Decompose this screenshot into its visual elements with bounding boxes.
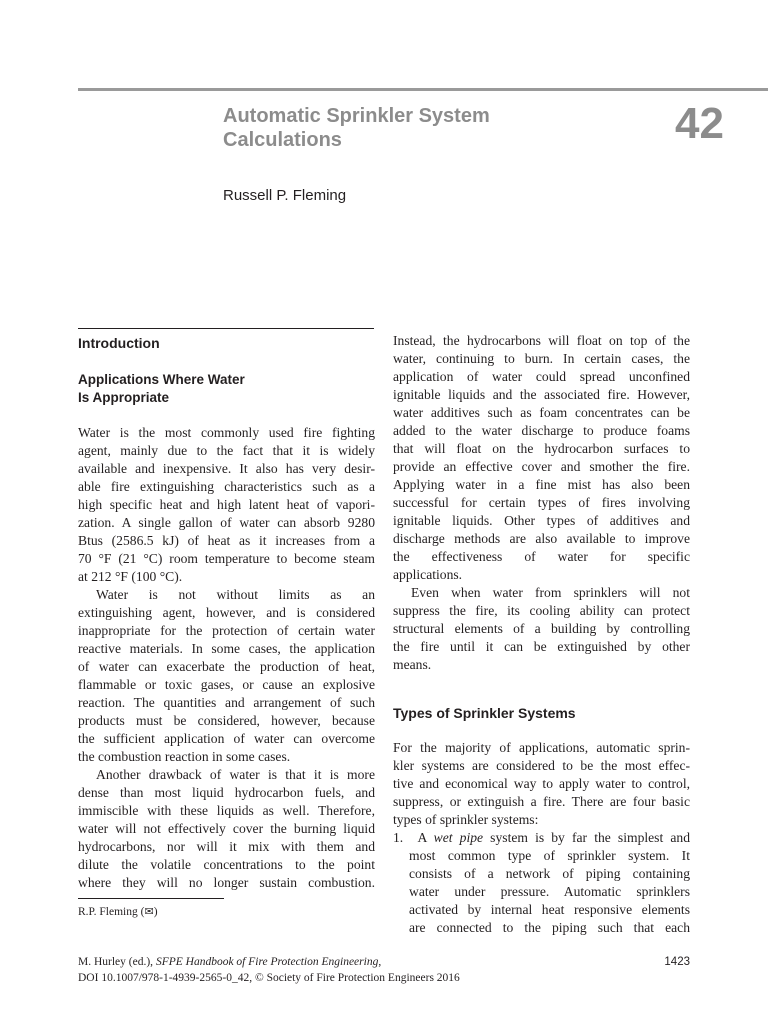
footnote <box>78 905 158 920</box>
page-number: 1423 <box>664 956 690 968</box>
text-line: the sufficient application of water can overcome <box>78 731 375 746</box>
doi-line: DOI 10.1007/978-1-4939-2565-0_42, © Society of Fire Protection Engineers 2016 <box>78 972 460 984</box>
footnote-end: ) <box>153 906 158 918</box>
text-line: suppress the fire, its cooling ability can protect <box>393 603 690 618</box>
text-line: the effectiveness of water for specific <box>393 549 690 564</box>
text-line: water, continuing to burn. In certain cases, the <box>393 351 690 366</box>
list-text: system is by far the simplest and <box>483 830 690 845</box>
list-number: 1. <box>393 830 404 845</box>
text-line: the fire until it can be extinguished by other <box>393 639 690 654</box>
text-line: applications. <box>393 567 463 582</box>
text-line: water additives such as foam concentrates can be <box>393 405 690 420</box>
citation-text: , <box>378 956 382 968</box>
author-name: Russell P. Fleming <box>223 187 347 204</box>
text-line: kler systems are considered to be the most effec- <box>393 758 690 773</box>
text-line: tive and economical way to apply water to control, <box>393 776 690 791</box>
text-line: Another drawback of water is that it is more <box>96 767 375 782</box>
chapter-title-line: Calculations <box>223 129 342 151</box>
subheading-line: Is Appropriate <box>78 390 170 405</box>
list-emphasis: wet pipe <box>433 830 484 845</box>
list-text: A <box>417 830 434 845</box>
footnote-rule <box>78 898 224 899</box>
list-item-line: consists of a network of piping containing <box>409 866 690 881</box>
text-line: successful for certain types of fires involving <box>393 495 690 510</box>
text-line: suppress, or extinguish a fire. There are four basic <box>393 794 690 809</box>
page-footer <box>78 954 460 986</box>
text-line: Water is the most commonly used fire fighting <box>78 425 375 440</box>
envelope-icon: ✉ <box>144 906 154 918</box>
text-line: Instead, the hydrocarbons will float on top of the <box>393 333 690 348</box>
text-line: immiscible with these liquids as well. Therefore, <box>78 803 375 818</box>
chapter-title-line: Automatic Sprinkler System <box>223 105 490 127</box>
text-line: added to the water discharge to produce foams <box>393 423 690 438</box>
text-line: zation. A single gallon of water can absorb 9280 <box>78 515 375 530</box>
text-line: hydrocarbons, nor will it mix with them and <box>78 839 375 854</box>
text-line: means. <box>393 657 432 672</box>
paragraph <box>393 739 690 937</box>
list-item-line <box>393 829 690 847</box>
text-line: where they will no longer sustain combustion. <box>78 875 375 890</box>
text-line: flammable or toxic gases, or cause an explosive <box>78 677 375 692</box>
paragraph <box>393 332 690 674</box>
text-line: Btus (2586.5 kJ) of heat as it increases from a <box>78 533 375 548</box>
footnote-author: R.P. Fleming ( <box>78 906 145 918</box>
text-line: able fire extinguishing characteristics such as a <box>78 479 375 494</box>
text-line: For the majority of applications, automatic sprin- <box>393 740 690 755</box>
text-line: Water is not without limits as an <box>96 587 375 602</box>
text-line: extinguishing agent, however, and is considered <box>78 605 375 620</box>
text-line: available and inexpensive. It also has very desir- <box>78 461 375 476</box>
text-line: 70 °F (21 °C) room temperature to become steam <box>78 551 375 566</box>
list-item-line: are connected to the piping such that each <box>409 920 690 935</box>
book-title: SFPE Handbook of Fire Protection Engineering <box>155 956 379 968</box>
list-item-line: most common type of sprinkler system. It <box>409 848 690 863</box>
text-line: Applying water in a fine mist has also been <box>393 477 690 492</box>
section-heading-introduction: Introduction <box>78 335 160 351</box>
text-line: structural elements of a building by controlling <box>393 621 690 636</box>
text-line: agent, mainly due to the fact that it is widely <box>78 443 375 458</box>
paragraph <box>78 424 375 892</box>
subheading-line: Applications Where Water <box>78 372 245 387</box>
citation-text: M. Hurley (ed.), <box>78 956 156 968</box>
section-heading-types: Types of Sprinkler Systems <box>393 705 576 721</box>
text-line: dilute the volatile concentrations to the point <box>78 857 375 872</box>
text-line: that will float on the hydrocarbon surfaces to <box>393 441 690 456</box>
text-line: of water can exacerbate the production of heat, <box>78 659 375 674</box>
text-line: high specific heat and high latent heat of vapori- <box>78 497 375 512</box>
text-line: reactive materials. In some cases, the application <box>78 641 375 656</box>
text-line: the combustion reaction in some cases. <box>78 749 291 764</box>
top-rule <box>78 88 768 91</box>
text-line: products must be considered, however, because <box>78 713 375 728</box>
text-line: inappropriate for the protection of certain water <box>78 623 375 638</box>
text-line: discharge methods are also available to improve <box>393 531 690 546</box>
chapter-number: 42 <box>675 99 724 148</box>
text-line: provide an effective cover and smother the fire. <box>393 459 690 474</box>
text-line: at 212 °F (100 °C). <box>78 569 183 584</box>
text-line: water will not effectively cover the burning liquid <box>78 821 375 836</box>
text-line: application of water could spread unconfined <box>393 369 690 384</box>
subsection-heading <box>78 371 245 407</box>
column-rule <box>78 328 374 329</box>
list-item-line: water under pressure. Automatic sprinklers <box>409 884 690 899</box>
citation-line <box>78 954 460 970</box>
chapter-title <box>223 104 623 152</box>
list-item-line: activated by internal heat responsive elements <box>409 902 690 917</box>
text-line: types of sprinkler systems: <box>393 812 539 827</box>
text-line: dense than most liquid hydrocarbon fuels, and <box>78 785 375 800</box>
text-line: Even when water from sprinklers will not <box>411 585 690 600</box>
text-line: ignitable liquids and the associated fire. However, <box>393 387 690 402</box>
text-line: ignitable liquids. Other types of additives and <box>393 513 690 528</box>
text-line: reaction. The quantities and arrangement of such <box>78 695 375 710</box>
